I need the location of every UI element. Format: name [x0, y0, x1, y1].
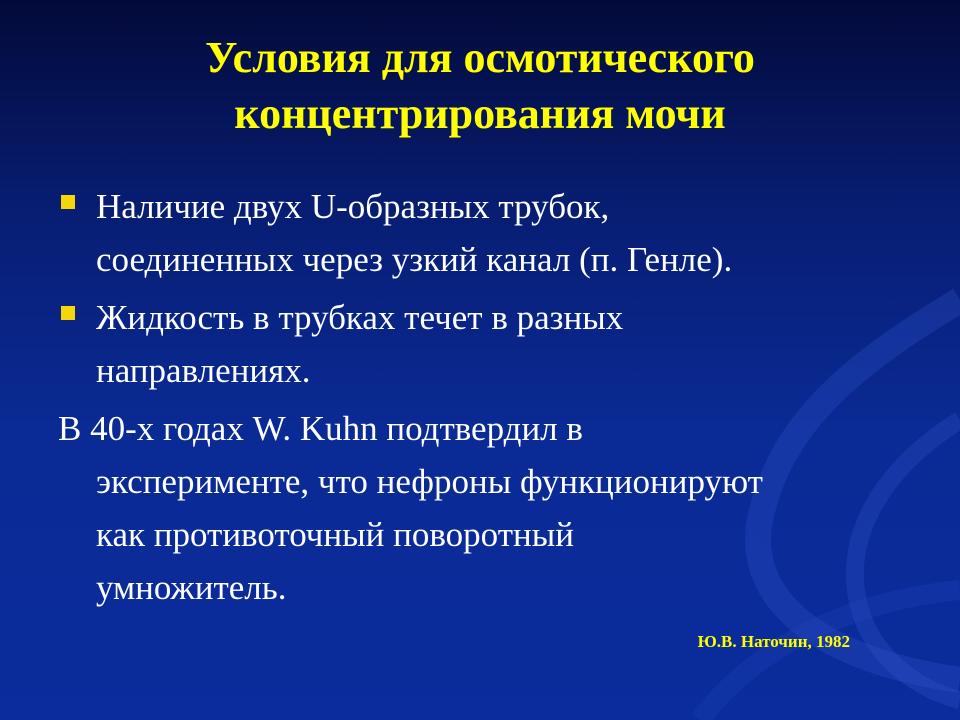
slide-content — [58, 180, 928, 614]
bullet-2-line-1: Жидкость в трубках течет в разных — [96, 298, 624, 337]
bullet-2-line-2: направлениях. — [96, 351, 311, 390]
bullet-item-1 — [58, 180, 928, 286]
paragraph-line-4: умножитель. — [96, 568, 287, 607]
paragraph-line-3: как противоточный поворотный — [96, 515, 574, 554]
bullet-item-2 — [58, 291, 928, 397]
bullet-1-line-1: Наличие двух U-образных трубок, — [96, 187, 610, 226]
slide-title-line-1: Условия для осмотического — [205, 33, 755, 82]
paragraph-line-1: В 40-х годах W. Kuhn подтвердил в — [58, 409, 583, 448]
kuhn-paragraph — [58, 402, 928, 614]
square-bullet-icon — [61, 306, 75, 320]
citation: Ю.В. Наточин, 1982 — [697, 632, 850, 651]
square-bullet-icon — [61, 195, 75, 209]
paragraph-line-2: эксперименте, что нефроны функционируют — [96, 462, 763, 501]
slide-title — [80, 30, 880, 142]
slide-title-line-2: концентрирования мочи — [234, 89, 726, 138]
bullet-1-line-2: соединенных через узкий канал (п. Генле). — [96, 240, 733, 279]
